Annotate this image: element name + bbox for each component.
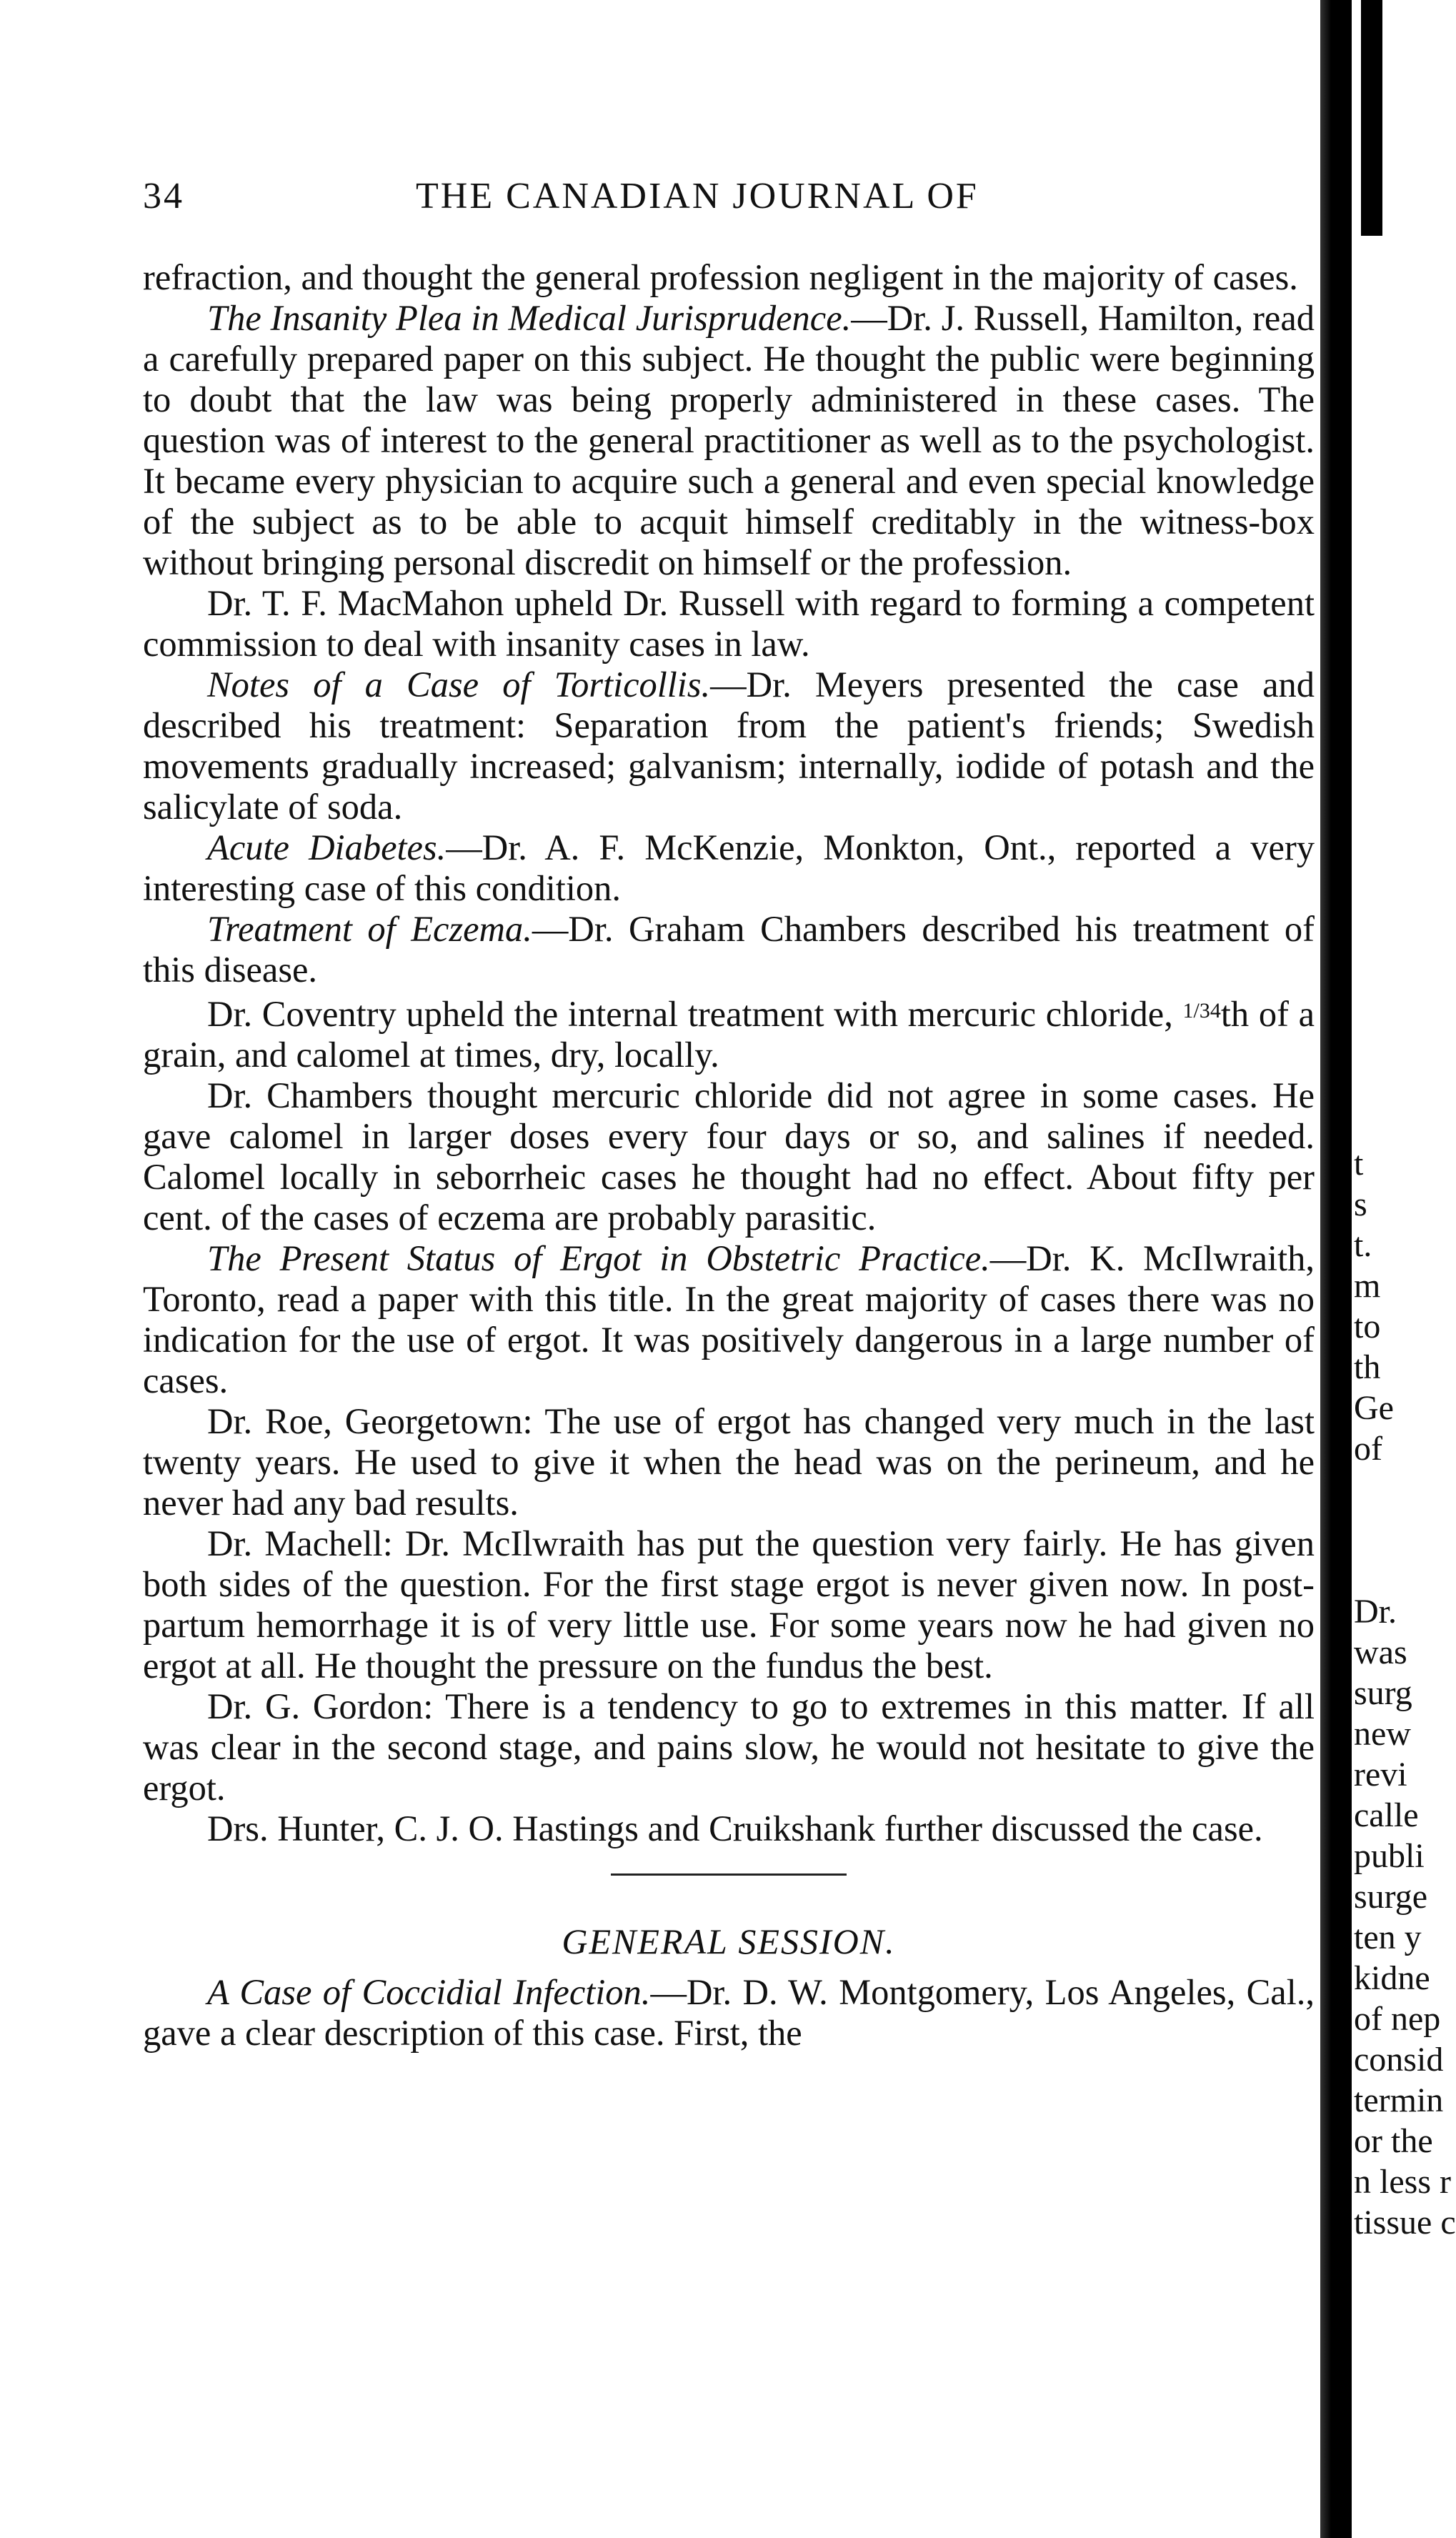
facing-page-fragment: t s t. m to th Ge of Dr. was surg new revi calle publi surge ten y kidne of nep consid termin or the n less r tissue c (1354, 1145, 1456, 2241)
section-heading: GENERAL SESSION. (562, 1921, 896, 1961)
paragraph-title: The Insanity Plea in Medical Jurisprudence. (207, 298, 852, 338)
paragraph: The Insanity Plea in Medical Jurisprudence.—Dr. J. Russell, Hamilton, read a carefully prepared paper on this subject. He thought the public were beginning to doubt that the law was being properly administered in these cases. The question was of interest to the general practitioner as well as to the psychologist. It became every physician to acquire such a general and even special knowledge of the subject as to be able to acquit himself creditably in the witness-box without bringing personal discredit on himself or the profession. (143, 298, 1315, 582)
paragraph-title: Treatment of Eczema. (207, 909, 532, 949)
paragraph: Dr. Roe, Georgetown: The use of ergot has changed very much in the last twenty years. He used to give it when the head was on the perineum, and he never had any bad results. (143, 1401, 1315, 1523)
paragraph-title: Acute Diabetes. (207, 827, 447, 867)
paragraph-title: A Case of Coccidial Infection. (207, 1972, 651, 2012)
paragraph: Acute Diabetes.—Dr. A. F. McKenzie, Monkton, Ont., reported a very interesting case of this condition. (143, 827, 1315, 908)
paragraph: Dr. Chambers thought mercuric chloride did not agree in some cases. He gave calomel in larger doses every four days or so, and salines if needed. Calomel locally in seborrheic cases he thought had no effect. About fifty per cent. of the cases of eczema are probably parasitic. (143, 1075, 1315, 1238)
journal-title: THE CANADIAN JOURNAL OF (416, 176, 979, 217)
paragraph: Dr. T. F. MacMahon upheld Dr. Russell with regard to forming a competent commission to deal with insanity cases in law. (143, 583, 1315, 664)
text-column (143, 257, 1315, 2054)
paragraph: Notes of a Case of Torticollis.—Dr. Meyers presented the case and described his treatment: Separation from the patient's friends; Swedish movements gradually increased; galvanism; internally, iodide of potash and the salicylate of soda. (143, 665, 1315, 827)
paragraph-title: The Present Status of Ergot in Obstetric Practice. (207, 1238, 990, 1278)
paragraph: Drs. Hunter, C. J. O. Hastings and Cruikshank further discussed the case. (207, 1808, 1263, 1848)
paragraph-title: Notes of a Case of Torticollis. (207, 665, 711, 705)
paragraph: Dr. G. Gordon: There is a tendency to go to extremes in this matter. If all was clear in the second stage, and pains slow, he would not hesitate to give the ergot. (143, 1686, 1315, 1808)
paragraph: Dr. Coventry upheld the internal treatment with mercuric chloride, $^{1/34}$th of a grain, and calomel at times, dry, locally. (143, 994, 1315, 1075)
paragraph: A Case of Coccidial Infection.—Dr. D. W. Montgomery, Los Angeles, Cal., gave a clear description of this case. First, the (143, 1972, 1315, 2053)
paragraph: refraction, and thought the general profession negligent in the majority of cases. (143, 257, 1298, 297)
fraction: 1/34 (1182, 999, 1221, 1022)
paragraph: Dr. Machell: Dr. McIlwraith has put the question very fairly. He has given both sides of the question. For the first stage ergot is never given now. In post-partum hemorrhage it is of very little use. For some years now he had given no ergot at all. He thought the pressure on the fundus the best. (143, 1523, 1315, 1686)
page-number: 34 (143, 176, 184, 217)
paragraph: The Present Status of Ergot in Obstetric Practice.—Dr. K. McIlwraith, Toronto, read a paper with this title. In the great majority of cases there was no indication for the use of ergot. It was positively dangerous in a large number of cases. (143, 1238, 1315, 1400)
paragraph: Treatment of Eczema.—Dr. Graham Chambers described his treatment of this disease. (143, 909, 1315, 990)
running-header (143, 175, 1315, 225)
binding-gutter (1320, 0, 1352, 2538)
section-divider (611, 1873, 847, 1876)
gutter-shadow (1361, 0, 1382, 236)
